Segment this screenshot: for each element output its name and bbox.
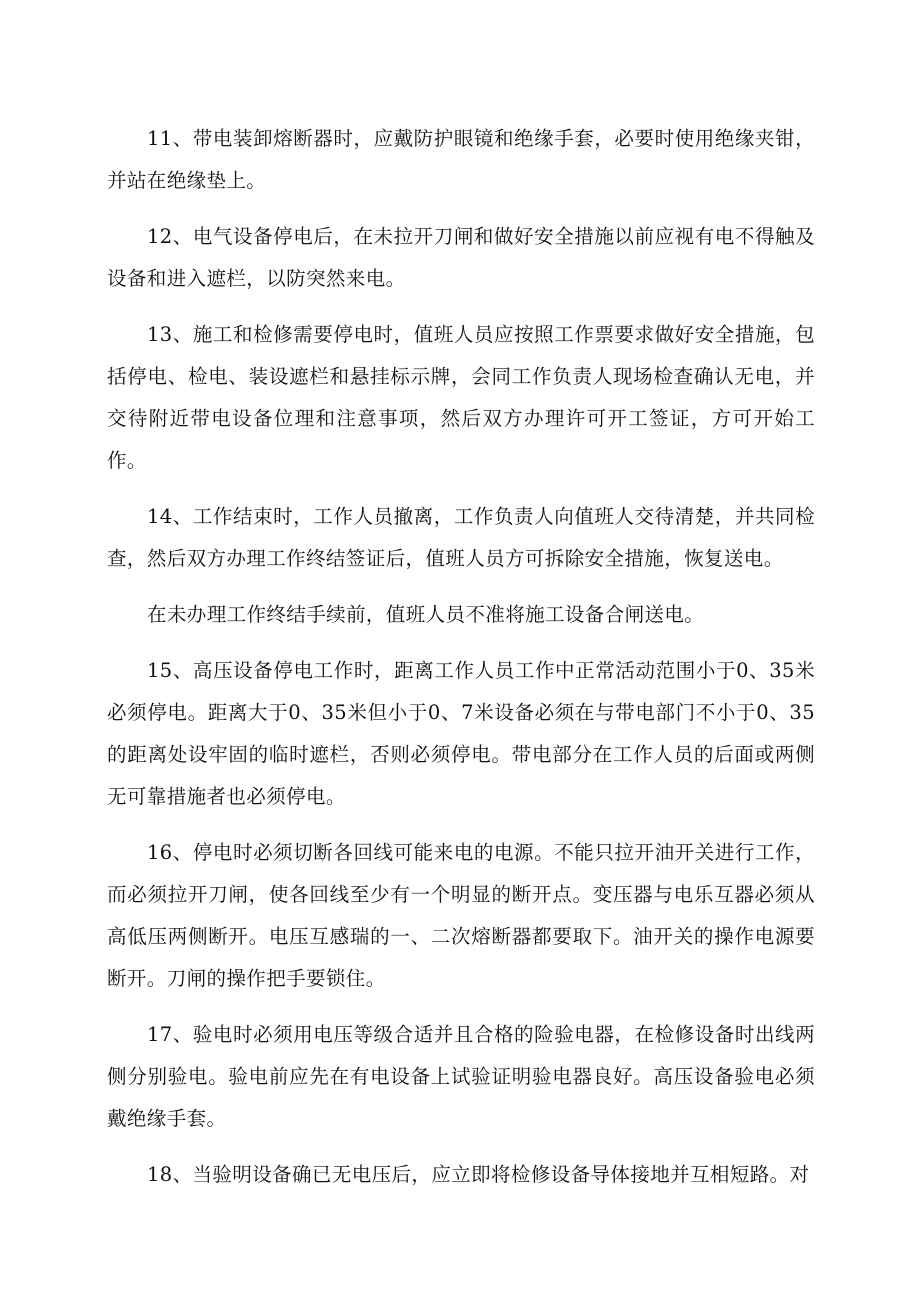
paragraph-17: 17、验电时必须用电压等级合适并且合格的险验电器，在检修设备时出线两侧分别验电。验电前应先在有电设备上试验证明验电器良好。高压设备验电必须戴绝缘手套。 <box>107 1023 815 1130</box>
paragraph-16: 16、停电时必须切断各回线可能来电的电源。不能只拉开油开关进行工作，而必须拉开刀闸，使各回线至少有一个明显的断开点。变压器与电乐互器必须从高低压两侧断开。电压互感瑞的一、二次熔断器都要取下。油开关的操作电源要断开。刀闸的操作把手要锁住。 <box>107 841 815 990</box>
paragraph-14: 14、工作结束时，工作人员撤离，工作负责人向值班人交待清楚，并共同检查，然后双方办理工作终结签证后，值班人员方可拆除安全措施，恢复送电。 <box>107 505 815 570</box>
document-page <box>107 118 815 1196</box>
paragraph-13: 13、施工和检修需要停电时，值班人员应按照工作票要求做好安全措施，包括停电、检电、装设遮栏和悬挂标示牌，会同工作负责人现场检查确认无电，并交待附近带电设备位理和注意事项，然后双方办理许可开工签证，方可开始工作。 <box>107 323 815 472</box>
paragraph-11: 11、带电装卸熔断器时，应戴防护眼镜和绝缘手套，必要时使用绝缘夹钳，并站在绝缘垫上。 <box>107 127 815 192</box>
paragraph-18: 18、当验明设备确已无电压后，应立即将检修设备导体接地并互相短路。对 <box>147 1163 810 1186</box>
paragraph-14-note: 在未办理工作终结手续前，值班人员不准将施工设备合闸送电。 <box>147 603 705 626</box>
paragraph-15: 15、高压设备停电工作时，距离工作人员工作中正常活动范围小于0、35米必须停电。距离大于0、35米但小于0、7米设备必须在与带电部门不小于0、35的距离处设牢固的临时遮栏，否则必须停电。带电部分在工作人员的后面或两侧无可靠措施者也必须停电。 <box>107 659 815 808</box>
paragraph-12: 12、电气设备停电后，在未拉开刀闸和做好安全措施以前应视有电不得触及设备和进入遮栏，以防突然来电。 <box>107 225 815 290</box>
